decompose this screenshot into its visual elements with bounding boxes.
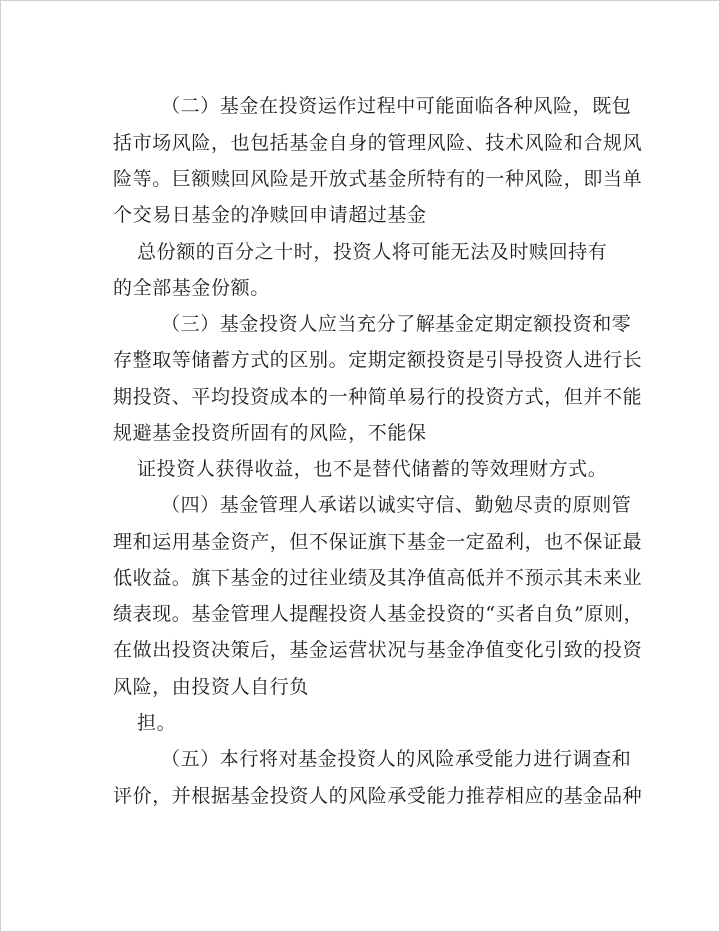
text-line: 期投资、平均投资成本的一种简单易行的投资方式，但并不能 (113, 386, 643, 408)
text-line: 风险，由投资人自行负 (113, 676, 310, 698)
text-line: 在做出投资决策后，基金运营状况与基金净值变化引致的投资 (113, 639, 643, 661)
text-line: （四）基金管理人承诺以诚实守信、勤勉尽责的原则管 (161, 494, 632, 516)
text-line: （二）基金在投资运作过程中可能面临各种风险，既包 (161, 95, 632, 117)
text-line: （三）基金投资人应当充分了解基金定期定额投资和零 (161, 313, 632, 335)
text-line: 理和运用基金资产，但不保证旗下基金一定盈利，也不保证最 (113, 531, 643, 553)
text-line: 存整取等储蓄方式的区别。定期定额投资是引导投资人进行长 (113, 349, 643, 371)
text-line: 证投资人获得收益，也不是替代储蓄的等效理财方式。 (137, 458, 608, 480)
text-line: 评价，并根据基金投资人的风险承受能力推荐相应的基金品种 (113, 785, 643, 807)
text-line: 规避基金投资所固有的风险，不能保 (113, 422, 427, 444)
text-line: 括市场风险，也包括基金自身的管理风险、技术风险和合规风 (113, 132, 643, 154)
text-line: 总份额的百分之十时，投资人将可能无法及时赎回持有 (137, 241, 608, 263)
text-line: 担。 (137, 712, 177, 734)
text-line: （五）本行将对基金投资人的风险承受能力进行调查和 (161, 748, 632, 770)
text-line: 的全部基金份额。 (113, 277, 270, 299)
text-line: 绩表现。基金管理人提醒投资人基金投资的“买者自负”原则， (113, 603, 644, 625)
text-line: 险等。巨额赎回风险是开放式基金所特有的一种风险，即当单 (113, 168, 643, 190)
text-line: 低收益。旗下基金的过往业绩及其净值高低并不预示其未来业 (113, 567, 643, 589)
text-line: 个交易日基金的净赎回申请超过基金 (113, 204, 427, 226)
